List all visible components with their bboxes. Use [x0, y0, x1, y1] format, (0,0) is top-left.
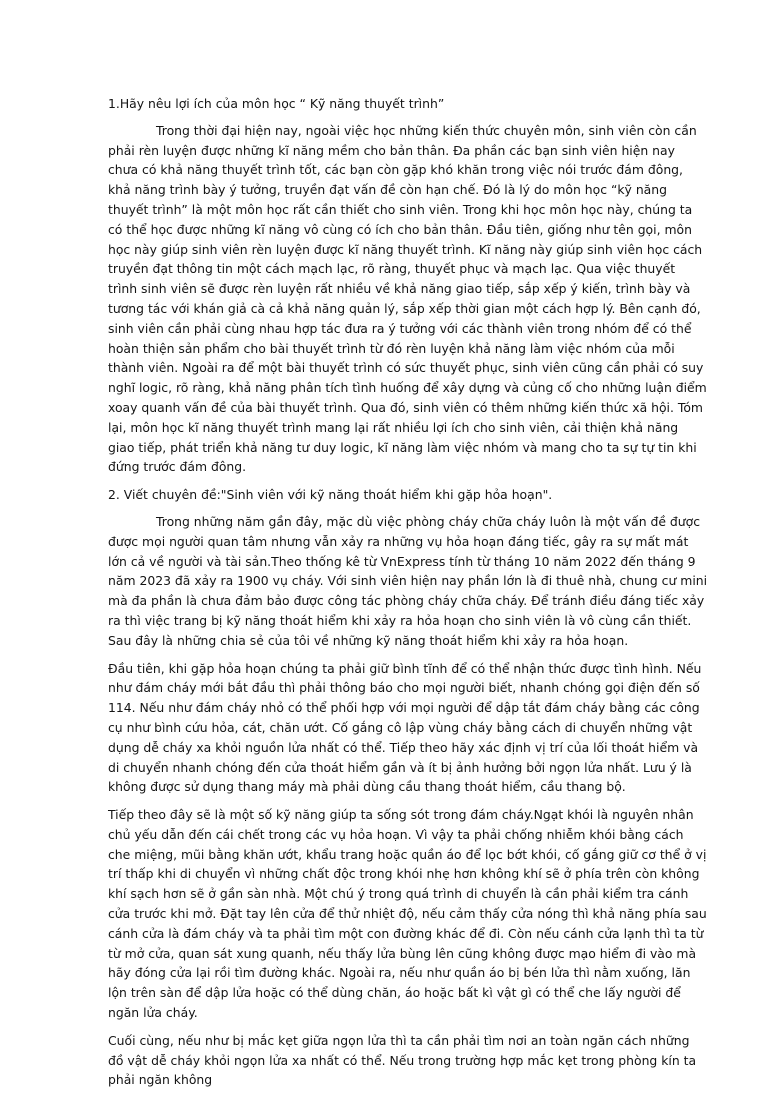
- section-heading-2: 2. Viết chuyên đề:"Sinh viên với kỹ năng thoát hiểm khi gặp hỏa hoạn".: [108, 487, 553, 503]
- document-page: [108, 94, 708, 1098]
- paragraph-fire-survival-skills: Tiếp theo đây sẽ là một số kỹ năng giúp ta sống sót trong đám cháy.Ngạt khói là nguyên nhân chủ yếu dẫn đến cái chết trong các vụ hỏa hoạn. Vì vậy ta phải chống nhiễm khói bằng cách che miệng, mũi bằng khăn ướt, khẩu trang hoặc quần áo để lọc bớt khói, cố gắng giữ cơ thể ở vị trí thấp khi di chuyển vì những chất độc trong khói nhẹ hơn không khí sẽ ở phía trên còn không khí sạch hơn sẽ ở gần sàn nhà. Một chú ý trong quá trình di chuyển là cần phải kiểm tra cánh cửa trước khi mở. Đặt tay lên cửa để thử nhiệt độ, nếu cảm thấy cửa nóng thì khả năng phía sau cánh cửa là đám cháy và ta phải tìm một con đường khác để đi. Còn nếu cánh cửa lạnh thì ta từ từ mở cửa, quan sát xung quanh, nếu thấy lửa bùng lên cũng không được mạo hiểm đi vào mà hãy đóng cửa lại rồi tìm đường khác. Ngoài ra, nếu như quần áo bị bén lửa thì nằm xuống, lăn lộn trên sàn để dập lửa hoặc có thể dùng chăn, áo hoặc bất kì vật gì có thể che lấy người để ngăn lửa cháy.: [108, 807, 707, 1021]
- paragraph-presentation-benefits: Trong thời đại hiện nay, ngoài việc học những kiến thức chuyên môn, sinh viên còn cần phải rèn luyện được những kĩ năng mềm cho bản thân. Đa phần các bạn sinh viên hiện nay chưa có khả năng thuyết trình tốt, các bạn còn gặp khó khăn trong việc nói trước đám đông, khả năng trình bày ý tưởng, truyền đạt vấn đề còn hạn chế. Đó là lý do môn học “kỹ năng thuyết trình” là một môn học rất cần thiết cho sinh viên. Trong khi học môn học này, chúng ta có thể học được những kĩ năng vô cùng có ích cho bản thân. Đầu tiên, giống như tên gọi, môn học này giúp sinh viên rèn luyện được kĩ năng thuyết trình. Kĩ năng này giúp sinh viên học cách truyền đạt thông tin một cách mạch lạc, rõ ràng, thuyết phục và mạch lạc. Qua việc thuyết trình sinh viên sẽ được rèn luyện rất nhiều về khả năng giao tiếp, sắp xếp ý kiến, trình bày và tương tác với khán giả cà cả khả năng quản lý, sắp xếp thời gian một cách hợp lý. Bên cạnh đó, sinh viên cần phải cùng nhau hợp tác đưa ra ý tưởng với các thành viên trong nhóm để có thể hoàn thiện sản phẩm cho bài thuyết trình từ đó rèn luyện khả năng làm việc nhóm của mỗi thành viên. Ngoài ra để một bài thuyết trình có sức thuyết phục, sinh viên cũng cần phải có suy nghĩ logic, rõ ràng, khả năng phân tích tình huống để xây dựng và củng cố cho những luận điểm xoay quanh vấn đề của bài thuyết trình. Qua đó, sinh viên có thêm những kiến thức xã hội. Tóm lại, môn học kĩ năng thuyết trình mang lại rất nhiều lợi ích cho sinh viên, cải thiện khả năng giao tiếp, phát triển khả năng tư duy logic, kĩ năng làm việc nhóm và mang cho ta sự tự tin khi đứng trước đám đông.: [108, 122, 707, 475]
- paragraph-fire-intro: Trong những năm gần đây, mặc dù việc phòng cháy chữa cháy luôn là một vấn đề được được mọi người quan tâm nhưng vẫn xảy ra những vụ hỏa hoạn đáng tiếc, gây ra sự mất mát lớn cả về người và tài sản.Theo thống kê từ VnExpress tính từ tháng 10 năm 2022 đến tháng 9 năm 2023 đã xảy ra 1900 vụ cháy. Với sinh viên hiện nay phần lớn là đi thuê nhà, chung cư mini mà đa phần là chưa đảm bảo được công tác phòng cháy chữa cháy. Để tránh điều đáng tiếc xảy ra thì việc trang bị kỹ năng thoát hiểm khi xảy ra hỏa hoạn cho sinh viên là vô cùng cần thiết. Sau đây là những chia sẻ của tôi về những kỹ năng thoát hiểm khi xảy ra hỏa hoạn.: [108, 513, 708, 648]
- paragraph-fire-trapped: Cuối cùng, nếu như bị mắc kẹt giữa ngọn lửa thì ta cần phải tìm nơi an toàn ngăn cách những đồ vật dễ cháy khỏi ngọn lửa xa nhất có thể. Nếu trong trường hợp mắc kẹt trong phòng kín ta phải ngăn không: [108, 1032, 697, 1088]
- paragraph-fire-first-steps: Đầu tiên, khi gặp hỏa hoạn chúng ta phải giữ bình tĩnh để có thể nhận thức được tình hình. Nếu như đám cháy mới bắt đầu thì phải thông báo cho mọi người biết, nhanh chóng gọi điện đến số 114. Nếu như đám cháy nhỏ có thể phối hợp với mọi người để dập tắt đám cháy bằng các công cụ như bình cứu hỏa, cát, chăn ướt. Cố gắng cô lập vùng cháy bằng cách di chuyển những vật dụng dễ cháy xa khỏi nguồn lửa nhất có thể. Tiếp theo hãy xác định vị trí của lối thoát hiểm và di chuyển nhanh chóng đến cửa thoát hiểm gần và ít bị ảnh hưởng bởi ngọn lửa nhất. Lưu ý là không được sử dụng thang máy mà phải dùng cầu thang thoát hiểm, cầu thang bộ.: [108, 660, 702, 795]
- section-heading-1: 1.Hãy nêu lợi ích của môn học “ Kỹ năng thuyết trình”: [108, 96, 445, 111]
